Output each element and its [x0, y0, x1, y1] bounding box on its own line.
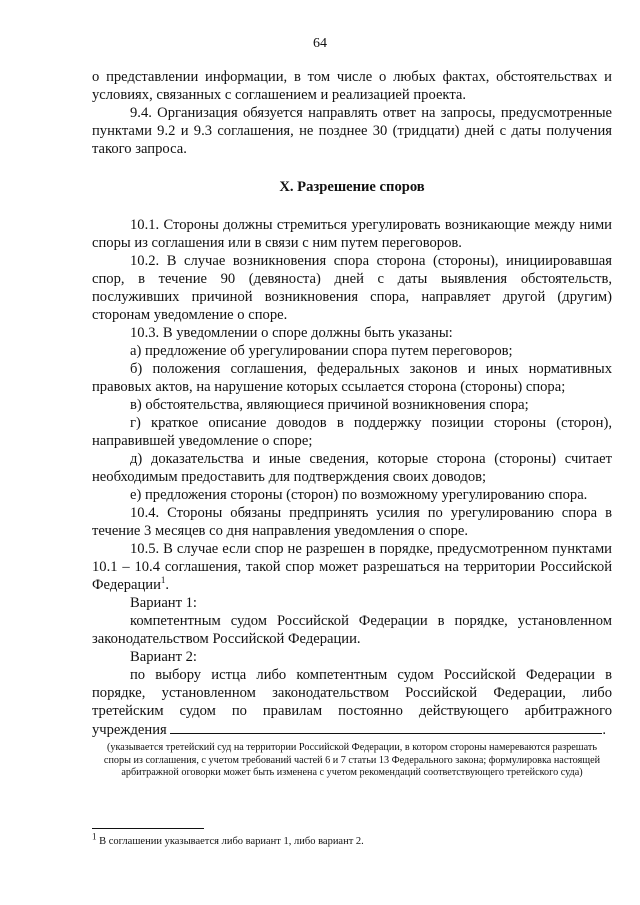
- footnote-ref: 1: [160, 575, 166, 586]
- clause-10-1: 10.1. Стороны должны стремиться урегулировать возникающие между ними споры из соглашения или в связи с ним путем переговоров.: [92, 217, 612, 251]
- page-number: 64: [313, 36, 327, 51]
- item-g: г) краткое описание доводов в поддержку позиции стороны (сторон), направившей уведомление о споре;: [92, 415, 612, 449]
- item-b: б) положения соглашения, федеральных законов и иных нормативных правовых актов, на нарушение которых ссылается сторона (стороны) спора;: [92, 361, 612, 395]
- clause-10-2: 10.2. В случае возникновения спора сторона (стороны), инициировавшая спор, в течение 90 (девяноста) дней с даты выявления обстоятельств, послуживших причиной возникновения спора, направляет другой (другим) сторонам уведомление о споре.: [92, 253, 612, 323]
- clause-10-5-end: .: [165, 577, 170, 593]
- variant-2-text: [92, 666, 612, 739]
- clause-9-4: 9.4. Организация обязуется направлять ответ на запросы, предусмотренные пунктами 9.2 и 9.3 соглашения, не позднее 30 (тридцати) дней с даты получения такого запроса.: [92, 105, 612, 157]
- variant-2-body: по выбору истца либо компетентным судом Российской Федерации в порядке, установленном законодательством Российской Федерации, либо третейским судом по правилам постоянно действующего арбитражного учреждения: [92, 667, 612, 738]
- document-body: [92, 68, 612, 780]
- footnote-text: В соглашении указывается либо вариант 1, либо вариант 2.: [96, 836, 364, 847]
- variant-1-label: Вариант 1:: [130, 595, 197, 611]
- item-d: д) доказательства и иные сведения, которые сторона (стороны) считает необходимым предоставить для подтверждения своих доводов;: [92, 451, 612, 485]
- clause-10-5: [92, 540, 612, 594]
- footnote: [92, 831, 364, 847]
- fill-in-blank: [170, 720, 602, 734]
- clause-10-5-text: 10.5. В случае если спор не разрешен в порядке, предусмотренном пунктами 10.1 – 10.4 соглашения, такой спор может разрешаться на территории Российской Федерации: [92, 541, 612, 593]
- item-v: в) обстоятельства, являющиеся причиной возникновения спора;: [130, 397, 529, 413]
- clause-10-4: 10.4. Стороны обязаны предпринять усилия по урегулированию спора в течение 3 месяцев со дня направления уведомления о споре.: [92, 505, 612, 539]
- item-e: е) предложения стороны (сторон) по возможному урегулированию спора.: [130, 487, 588, 503]
- paragraph-continuation: о представлении информации, в том числе о любых фактах, обстоятельствах и условиях, связанных с соглашением и реализацией проекта.: [92, 69, 612, 103]
- variant-2-end: .: [602, 722, 607, 738]
- arbitration-note: (указывается третейский суд на территории Российской Федерации, в котором стороны намереваются разрешать споры из соглашения, с учетом требований частей 6 и 7 статьи 13 Федерального закона; формулировка настоящей арбитражной оговорки может быть изменена с учетом рекомендаций соответствующего третейского суда): [103, 742, 601, 778]
- item-a: а) предложение об урегулировании спора путем переговоров;: [130, 343, 513, 359]
- clause-10-3: 10.3. В уведомлении о споре должны быть указаны:: [130, 325, 453, 341]
- section-heading: X. Разрешение споров: [279, 179, 425, 195]
- footnote-separator: [92, 828, 204, 829]
- variant-1-text: компетентным судом Российской Федерации в порядке, установленном законодательством Российской Федерации.: [92, 613, 612, 647]
- variant-2-label: Вариант 2:: [130, 649, 197, 665]
- footnote-mark: 1: [92, 831, 97, 842]
